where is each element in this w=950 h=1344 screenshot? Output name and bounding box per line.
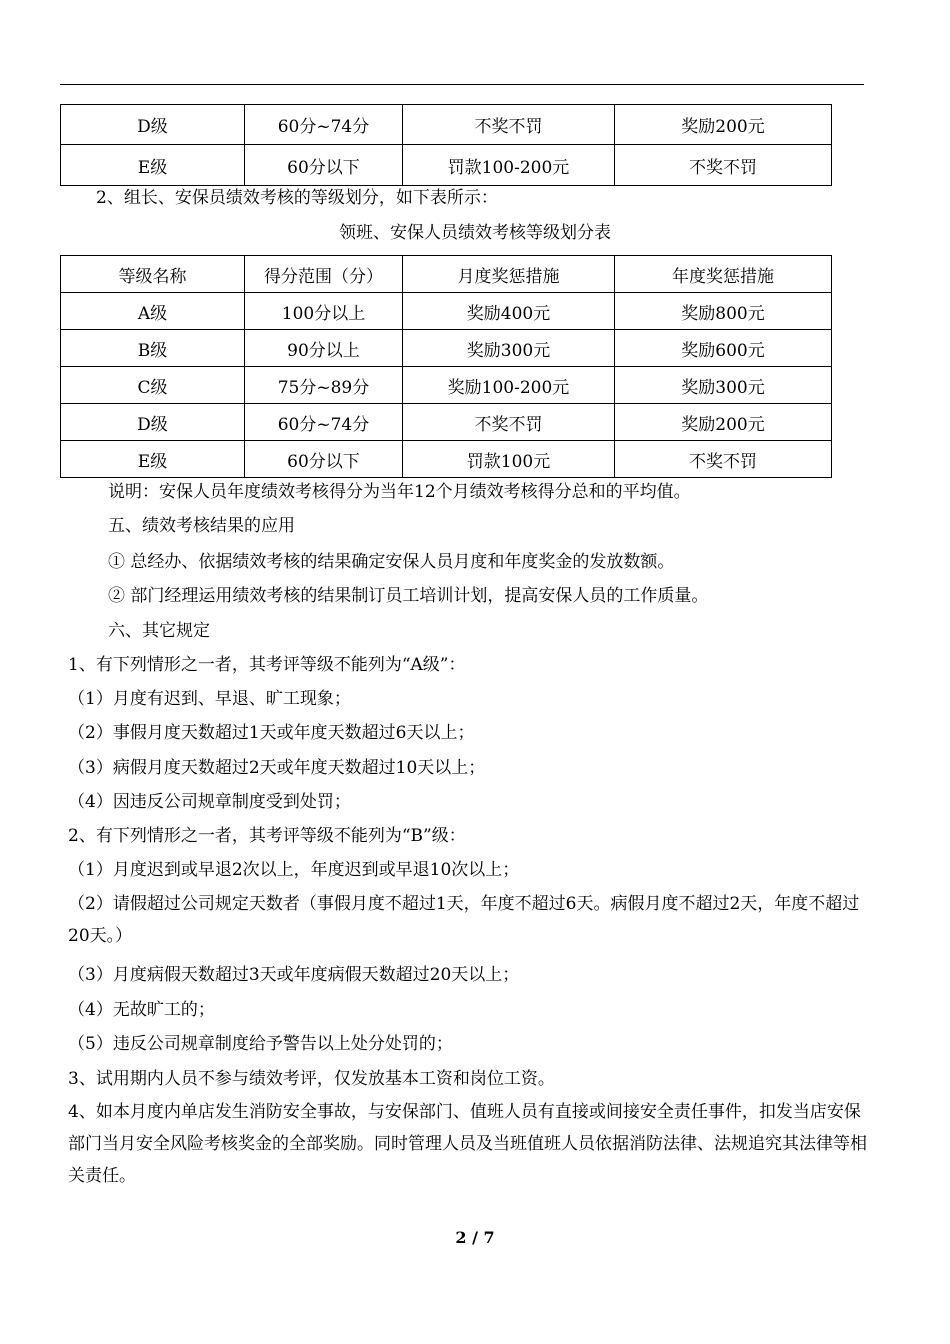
- grade-cell: D级: [61, 404, 245, 441]
- grade-cell: E级: [61, 145, 245, 186]
- table-row: [61, 145, 832, 186]
- rule2-item-5: （5）违反公司规章制度给予警告以上处分处罚的；: [68, 1034, 453, 1054]
- grade-cell: D级: [61, 105, 245, 145]
- grade-cell: A级: [61, 293, 245, 330]
- rule2-title: 2、有下列情形之一者，其考评等级不能列为“B”级：: [68, 826, 466, 846]
- grade-table: [60, 255, 832, 478]
- page-number: 2 / 7: [455, 1228, 495, 1247]
- header-cell: 年度奖惩措施: [615, 256, 832, 293]
- table-row: [61, 293, 832, 330]
- annual-cell: 不奖不罚: [615, 441, 832, 478]
- score-cell: 60分~74分: [245, 404, 403, 441]
- monthly-cell: 奖励300元: [403, 330, 615, 367]
- grade-cell: E级: [61, 441, 245, 478]
- note: 说明：安保人员年度绩效考核得分为当年12个月绩效考核得分总和的平均值。: [108, 482, 691, 502]
- grade-cell: C级: [61, 367, 245, 404]
- section5-title: 五、绩效考核结果的应用: [108, 516, 295, 536]
- score-cell: 90分以上: [245, 330, 403, 367]
- monthly-cell: 罚款100-200元: [403, 145, 615, 186]
- header-cell: 月度奖惩措施: [403, 256, 615, 293]
- score-cell: 75分~89分: [245, 367, 403, 404]
- table-title: 领班、安保人员绩效考核等级划分表: [339, 223, 611, 243]
- grade-cell: B级: [61, 330, 245, 367]
- score-cell: 60分~74分: [245, 105, 403, 145]
- table-row: [61, 105, 832, 145]
- monthly-cell: 奖励400元: [403, 293, 615, 330]
- rule1-item-3: （3）病假月度天数超过2天或年度天数超过10天以上；: [68, 758, 486, 778]
- rule1-item-1: （1）月度有迟到、早退、旷工现象；: [68, 689, 351, 709]
- rule3: 3、试用期内人员不参与绩效考评，仅发放基本工资和岗位工资。: [68, 1069, 555, 1089]
- rule4: 4、如本月度内单店发生消防安全事故，与安保部门、值班人员有直接或间接安全责任事件，扣发当店安保部门当月安全风险考核奖金的全部奖励。同时管理人员及当班值班人员依据消防法律、法规追究其法律等相关责任。: [68, 1102, 867, 1186]
- section5-item-1: ① 总经办、依据绩效考核的结果确定安保人员月度和年度奖金的发放数额。: [108, 552, 675, 572]
- rule2-item-1: （1）月度迟到或早退2次以上，年度迟到或早退10次以上；: [68, 860, 520, 880]
- annual-cell: 奖励600元: [615, 330, 832, 367]
- section5-item-2: ② 部门经理运用绩效考核的结果制订员工培训计划，提高安保人员的工作质量。: [108, 586, 709, 606]
- annual-cell: 奖励300元: [615, 367, 832, 404]
- section6-title: 六、其它规定: [108, 621, 210, 641]
- annual-cell: 奖励200元: [615, 404, 832, 441]
- table-row: [61, 404, 832, 441]
- header-rule: [60, 84, 864, 85]
- annual-cell: 不奖不罚: [615, 145, 832, 186]
- header-cell: 等级名称: [61, 256, 245, 293]
- rule1-item-2: （2）事假月度天数超过1天或年度天数超过6天以上；: [68, 723, 475, 743]
- section-intro: 2、组长、安保员绩效考核的等级划分，如下表所示：: [96, 188, 498, 208]
- monthly-cell: 不奖不罚: [403, 404, 615, 441]
- score-cell: 100分以上: [245, 293, 403, 330]
- annual-cell: 奖励200元: [615, 105, 832, 145]
- rule2-item-4: （4）无故旷工的；: [68, 1000, 215, 1020]
- table-header-row: [61, 256, 832, 293]
- monthly-cell: 不奖不罚: [403, 105, 615, 145]
- rule2-item-2: （2）请假超过公司规定天数者（事假月度不超过1天，年度不超过6天。病假月度不超过2天，年度不超过20天。）: [68, 894, 860, 946]
- table-row: [61, 441, 832, 478]
- annual-cell: 奖励800元: [615, 293, 832, 330]
- header-cell: 得分范围（分）: [245, 256, 403, 293]
- rule2-item-3: （3）月度病假天数超过3天或年度病假天数超过20天以上；: [68, 965, 520, 985]
- grade-table-continued: [60, 104, 832, 186]
- monthly-cell: 奖励100-200元: [403, 367, 615, 404]
- score-cell: 60分以下: [245, 441, 403, 478]
- monthly-cell: 罚款100元: [403, 441, 615, 478]
- table-row: [61, 367, 832, 404]
- table-row: [61, 330, 832, 367]
- rule1-item-4: （4）因违反公司规章制度受到处罚；: [68, 792, 351, 812]
- rule1-title: 1、有下列情形之一者，其考评等级不能列为“A级”：: [68, 655, 466, 675]
- score-cell: 60分以下: [245, 145, 403, 186]
